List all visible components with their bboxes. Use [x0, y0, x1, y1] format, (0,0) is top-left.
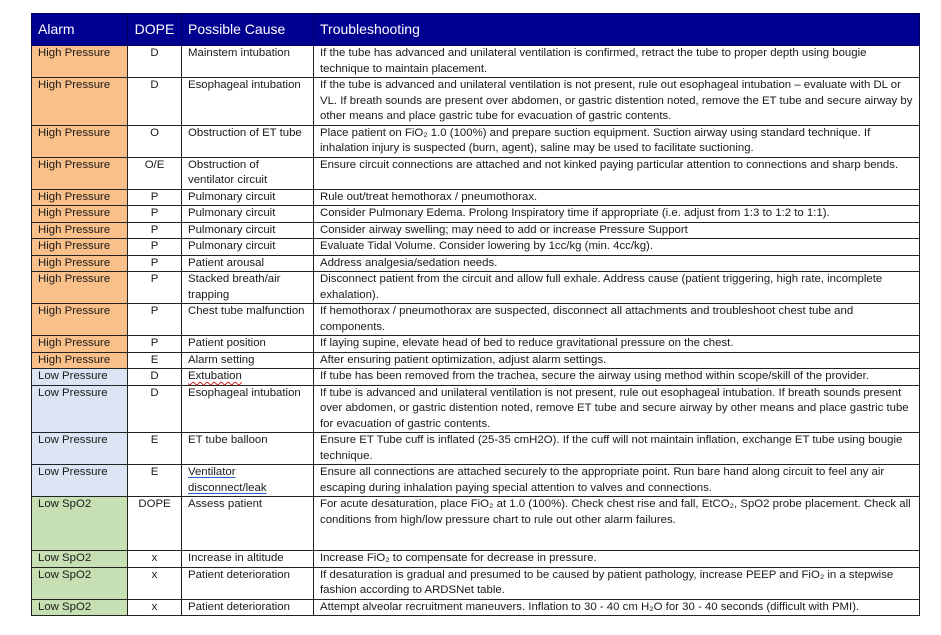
table-row [32, 465, 920, 497]
table-row [32, 497, 920, 551]
alarm-cell: Low SpO2 [32, 567, 128, 599]
table-row [32, 125, 920, 157]
cause-cell: Obstruction of ventilator circuit [182, 157, 314, 189]
alarm-cell: High Pressure [32, 206, 128, 223]
troubleshooting-cell: If the tube is advanced and unilateral ventilation is not present, rule out esophageal intubation – evaluate with DL or VL. If breath sounds are present over abdomen, or gastric distention noted, remove the ET tube and secure airway by other means and place gastric tube for evacuation of gastric contents. [314, 78, 920, 126]
alarm-cell: High Pressure [32, 304, 128, 336]
cause-cell [182, 465, 314, 497]
troubleshooting-cell: If the tube has advanced and unilateral ventilation is confirmed, retract the tube to proper depth using bougie technique to maintain placement. [314, 46, 920, 78]
troubleshooting-cell: Consider airway swelling; may need to add or increase Pressure Support [314, 222, 920, 239]
dope-cell: D [128, 78, 182, 126]
dope-cell: E [128, 352, 182, 369]
spellcheck-flagged-text: Extubation [188, 370, 242, 382]
cause-cell: Assess patient [182, 497, 314, 551]
cause-cell: Patient position [182, 336, 314, 353]
dope-cell: x [128, 551, 182, 568]
header-dope: DOPE [128, 14, 182, 46]
dope-cell: P [128, 272, 182, 304]
cause-cell: Pulmonary circuit [182, 189, 314, 206]
dope-cell: DOPE [128, 497, 182, 551]
alarm-cell: High Pressure [32, 239, 128, 256]
cause-cell: Patient arousal [182, 255, 314, 272]
table-row [32, 352, 920, 369]
cause-cell: Esophageal intubation [182, 78, 314, 126]
troubleshooting-cell: If hemothorax / pneumothorax are suspected, disconnect all attachments and troubleshoot chest tube and components. [314, 304, 920, 336]
alarm-cell: High Pressure [32, 352, 128, 369]
troubleshooting-cell: Evaluate Tidal Volume. Consider lowering by 1cc/kg (min. 4cc/kg). [314, 239, 920, 256]
cause-cell: Pulmonary circuit [182, 206, 314, 223]
alarm-cell: High Pressure [32, 255, 128, 272]
table-row [32, 304, 920, 336]
troubleshooting-cell: If desaturation is gradual and presumed to be caused by patient pathology, increase PEEP and FiO₂ in a stepwise fashion according to ARDSNet table. [314, 567, 920, 599]
dope-cell: O [128, 125, 182, 157]
dope-cell: D [128, 369, 182, 386]
dope-cell: E [128, 433, 182, 465]
ventilator-alarm-table [31, 13, 920, 616]
table-row [32, 567, 920, 599]
cause-cell: ET tube balloon [182, 433, 314, 465]
troubleshooting-cell: Rule out/treat hemothorax / pneumothorax. [314, 189, 920, 206]
table-row [32, 369, 920, 386]
dope-cell: P [128, 304, 182, 336]
cause-cell [182, 369, 314, 386]
dope-cell: P [128, 206, 182, 223]
table-row [32, 599, 920, 616]
cause-cell: Pulmonary circuit [182, 222, 314, 239]
dope-cell: D [128, 46, 182, 78]
alarm-cell: Low Pressure [32, 369, 128, 386]
troubleshooting-cell: If laying supine, elevate head of bed to reduce gravitational pressure on the chest. [314, 336, 920, 353]
table-row [32, 385, 920, 433]
table-row [32, 239, 920, 256]
troubleshooting-cell: Increase FiO₂ to compensate for decrease in pressure. [314, 551, 920, 568]
dope-cell: P [128, 222, 182, 239]
alarm-cell: Low Pressure [32, 433, 128, 465]
dope-cell: x [128, 567, 182, 599]
troubleshooting-cell: Ensure all connections are attached securely to the appropriate point. Run bare hand along circuit to feel any air escaping during inhalation paying special attention to valves and connections. [314, 465, 920, 497]
table-row [32, 46, 920, 78]
troubleshooting-cell: If tube has been removed from the trachea, secure the airway using method within scope/skill of the provider. [314, 369, 920, 386]
table-row [32, 78, 920, 126]
troubleshooting-cell: Ensure circuit connections are attached and not kinked paying particular attention to connections and sharp bends. [314, 157, 920, 189]
table-header-row [32, 14, 920, 46]
troubleshooting-cell: Attempt alveolar recruitment maneuvers. Inflation to 30 - 40 cm H₂O for 30 - 40 seconds (difficult with PMI). [314, 599, 920, 616]
dope-cell: x [128, 599, 182, 616]
troubleshooting-cell: Consider Pulmonary Edema. Prolong Inspiratory time if appropriate (i.e. adjust from 1:3 to 1:2 to 1:1). [314, 206, 920, 223]
cause-cell: Increase in altitude [182, 551, 314, 568]
alarm-cell: High Pressure [32, 78, 128, 126]
header-possible-cause: Possible Cause [182, 14, 314, 46]
cause-cell: Esophageal intubation [182, 385, 314, 433]
alarm-cell: High Pressure [32, 272, 128, 304]
table-row [32, 189, 920, 206]
cause-cell: Patient deterioration [182, 599, 314, 616]
table-row [32, 433, 920, 465]
dope-cell: P [128, 255, 182, 272]
alarm-cell: High Pressure [32, 125, 128, 157]
cause-cell: Chest tube malfunction [182, 304, 314, 336]
troubleshooting-cell: Address analgesia/sedation needs. [314, 255, 920, 272]
cause-cell: Pulmonary circuit [182, 239, 314, 256]
troubleshooting-cell: Place patient on FiO₂ 1.0 (100%) and prepare suction equipment. Suction airway using standard technique. If inhalation injury is suspected (burn, agent), saline may be used to facilitate suctioning. [314, 125, 920, 157]
alarm-cell: High Pressure [32, 46, 128, 78]
alarm-cell: High Pressure [32, 222, 128, 239]
dope-cell: P [128, 336, 182, 353]
table-row [32, 206, 920, 223]
grammar-flagged-text: Ventilator disconnect/leak [188, 466, 267, 494]
table-row [32, 551, 920, 568]
alarm-cell: High Pressure [32, 157, 128, 189]
dope-cell: O/E [128, 157, 182, 189]
dope-cell: P [128, 239, 182, 256]
header-troubleshooting: Troubleshooting [314, 14, 920, 46]
troubleshooting-cell: If tube is advanced and unilateral ventilation is not present, rule out esophageal intubation. If breath sounds present over abdomen, or gastric distention noted, remove ET tube and secure airway by other means and place gastric tube for evacuation of gastric contents. [314, 385, 920, 433]
troubleshooting-cell: After ensuring patient optimization, adjust alarm settings. [314, 352, 920, 369]
dope-cell: P [128, 189, 182, 206]
alarm-cell: High Pressure [32, 189, 128, 206]
alarm-cell: High Pressure [32, 336, 128, 353]
cause-cell: Mainstem intubation [182, 46, 314, 78]
dope-cell: D [128, 385, 182, 433]
cause-cell: Obstruction of ET tube [182, 125, 314, 157]
troubleshooting-cell: Ensure ET Tube cuff is inflated (25-35 cmH2O). If the cuff will not maintain inflation, exchange ET tube using bougie technique. [314, 433, 920, 465]
dope-cell: E [128, 465, 182, 497]
table-row [32, 222, 920, 239]
alarm-cell: Low SpO2 [32, 551, 128, 568]
troubleshooting-cell: For acute desaturation, place FiO₂ at 1.0 (100%). Check chest rise and fall, EtCO₂, SpO2 probe placement. Check all conditions from high/low pressure chart to rule out other alarm failures. [314, 497, 920, 551]
table-row [32, 255, 920, 272]
cause-cell: Alarm setting [182, 352, 314, 369]
table-row [32, 272, 920, 304]
alarm-cell: Low SpO2 [32, 599, 128, 616]
header-alarm: Alarm [32, 14, 128, 46]
table-row [32, 336, 920, 353]
cause-cell: Patient deterioration [182, 567, 314, 599]
cause-cell: Stacked breath/air trapping [182, 272, 314, 304]
alarm-cell: Low Pressure [32, 465, 128, 497]
table-row [32, 157, 920, 189]
alarm-cell: Low SpO2 [32, 497, 128, 551]
alarm-cell: Low Pressure [32, 385, 128, 433]
troubleshooting-cell: Disconnect patient from the circuit and allow full exhale. Address cause (patient triggering, high rate, incomplete exhalation). [314, 272, 920, 304]
